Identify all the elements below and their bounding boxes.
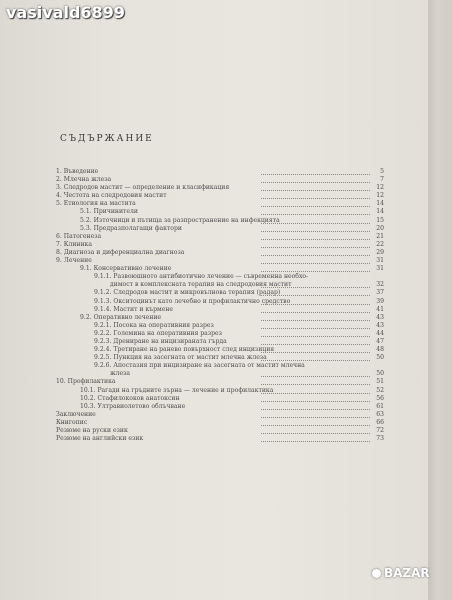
toc-entry-title: Резюме на руски език <box>56 427 128 434</box>
toc-leader-dots <box>261 395 370 402</box>
toc-entry-title: 10.2. Стафилококов анатоксин <box>80 394 180 402</box>
toc-entry <box>56 370 384 378</box>
toc-leader-dots <box>261 427 370 434</box>
toc-leader-dots <box>261 249 370 256</box>
toc-entry <box>56 289 384 297</box>
toc-entry-title: 4. Честота на следродовия мастит <box>56 192 167 200</box>
toc-entry-title: 9.1. Консервативно лечение <box>80 265 172 273</box>
logo-text: BAZAR <box>384 566 430 580</box>
toc-leader-dots <box>261 322 370 329</box>
toc-entry-title: 10. Профилактика <box>56 378 116 386</box>
toc-leader-dots <box>261 184 370 191</box>
toc-page-number: 5 <box>380 168 384 175</box>
toc-entry-title: 5.1. Причинители <box>80 208 138 216</box>
toc-leader-dots <box>261 435 370 442</box>
toc-entry <box>56 338 384 346</box>
toc-page-number: 29 <box>376 248 384 256</box>
toc-entry-title: 9.2.5. Пункция на засегната от мастит млечна жлеза <box>94 354 267 362</box>
toc-entry-title: 9.1.4. Мастит и кърмене <box>94 305 174 313</box>
toc-entry-title: Книгопис <box>56 418 88 426</box>
toc-page-number: 15 <box>376 216 384 224</box>
toc-page-number: 50 <box>376 370 384 378</box>
toc-leader-dots <box>261 192 370 199</box>
toc-entry <box>56 427 384 435</box>
toc-entry-title: димост в комплексната терапия на следродовия мастит <box>110 281 292 289</box>
page-edge <box>428 0 452 600</box>
toc-entry <box>56 168 384 176</box>
toc-page-number: 51 <box>376 378 384 386</box>
page-title: СЪДЪРЖАНИЕ <box>60 134 154 144</box>
toc-page-number: 39 <box>376 297 384 305</box>
toc-page-number: 37 <box>376 289 384 297</box>
toc-leader-dots <box>261 419 370 426</box>
toc-entry-title: 9.1.3. Окситоцинът като лечебно и профилактично средство <box>94 297 291 305</box>
toc-leader-dots <box>261 314 370 321</box>
toc-entry-title: 2. Млечна жлеза <box>56 176 112 184</box>
toc-entry <box>56 192 384 200</box>
toc-entry <box>56 273 384 281</box>
toc-entry <box>56 306 384 314</box>
toc-leader-dots <box>261 403 370 410</box>
toc-leader-dots <box>261 168 370 175</box>
toc-leader-dots <box>261 338 370 345</box>
toc-entry-title: 5. Етиология на мастита <box>56 200 136 208</box>
toc-entry <box>56 362 384 370</box>
toc-page-number: 66 <box>376 418 384 426</box>
toc-entry-title: жлеза <box>110 370 131 378</box>
toc-page-number: 21 <box>376 232 384 240</box>
toc-leader-dots <box>261 411 370 418</box>
toc-entry-title: 9.1.2. Следродов мастит и микровълнова терапия (радар) <box>94 289 281 297</box>
toc-page-number: 41 <box>376 305 384 313</box>
toc-entry <box>56 346 384 354</box>
toc-entry-title: 10.3. Ултравиолетово облъчване <box>80 402 186 410</box>
toc-entry-title: 9.2.1. Посока на оперативния разрез <box>94 321 214 329</box>
toc-entry-title: 9. Лечение <box>56 257 92 265</box>
toc-page-number: 43 <box>376 313 384 321</box>
toc-entry <box>56 387 384 395</box>
toc-page-number: 14 <box>376 200 384 208</box>
toc-entry-title: 9.2.3. Дрениране на инцизираната гърда <box>94 337 227 345</box>
toc-entry <box>56 249 384 257</box>
toc-entry <box>56 208 384 216</box>
toc-entry-title: 5.2. Източници и пътища за разпространение на инфекцията <box>80 216 280 224</box>
toc-page-number: 72 <box>376 427 384 434</box>
toc-entry-title: 9.2.4. Третиране на ранево повърхност след инцизиция <box>94 346 275 354</box>
toc-entry-title: 7. Клиника <box>56 240 92 248</box>
toc-entry-title: Резюме на английски език <box>56 435 144 443</box>
toc-page-number: 12 <box>376 192 384 200</box>
toc-leader-dots <box>261 330 370 337</box>
toc-entry <box>56 419 384 427</box>
toc-leader-dots <box>261 225 370 232</box>
toc-page-number: 48 <box>376 346 384 354</box>
toc-entry <box>56 184 384 192</box>
toc-entry <box>56 330 384 338</box>
toc-entry <box>56 403 384 411</box>
toc-page-number: 52 <box>376 386 384 394</box>
toc-entry <box>56 298 384 306</box>
bazar-logo <box>372 566 430 580</box>
toc-page-number: 50 <box>376 354 384 362</box>
toc-entry <box>56 322 384 330</box>
toc-page-number: 14 <box>376 208 384 216</box>
toc-entry <box>56 354 384 362</box>
toc-entry <box>56 435 384 443</box>
toc-entry <box>56 217 384 225</box>
toc-page-number: 31 <box>376 265 384 273</box>
toc-leader-dots <box>261 281 370 288</box>
toc-entry-title: 9.1.1. Развоюшното антибиотично лечение — съвременна необхо- <box>94 273 309 281</box>
toc-leader-dots <box>261 378 370 385</box>
toc-page-number: 44 <box>376 329 384 337</box>
table-of-contents <box>56 168 384 443</box>
toc-leader-dots <box>261 257 370 264</box>
toc-entry-title: 10.1. Рагади на гръдните зърна — лечение и профилактика <box>80 386 274 394</box>
toc-leader-dots <box>261 265 370 272</box>
toc-entry <box>56 176 384 184</box>
toc-entry-title: 3. Следродов мастит — определение и класификация <box>56 184 230 192</box>
toc-page-number: 20 <box>376 224 384 232</box>
toc-leader-dots <box>261 200 370 207</box>
toc-entry <box>56 200 384 208</box>
toc-page-number: 22 <box>376 240 384 248</box>
toc-entry-title: 6. Патогенеза <box>56 232 102 240</box>
toc-entry-title: 1. Въведение <box>56 168 99 175</box>
toc-entry-title: 9.2.2. Големина на оперативния разрез <box>94 329 222 337</box>
toc-leader-dots <box>261 289 370 296</box>
toc-page-number: 47 <box>376 337 384 345</box>
toc-entry <box>56 395 384 403</box>
toc-leader-dots <box>261 306 370 313</box>
toc-entry <box>56 241 384 249</box>
toc-page-number: 31 <box>376 257 384 265</box>
toc-page-number: 7 <box>380 176 384 184</box>
toc-page-number: 12 <box>376 184 384 192</box>
toc-leader-dots <box>261 370 370 377</box>
toc-leader-dots <box>261 176 370 183</box>
toc-entry <box>56 265 384 273</box>
toc-entry <box>56 378 384 386</box>
toc-entry-title: 8. Диагноза и диференциална диагноза <box>56 248 185 256</box>
toc-page-number: 63 <box>376 410 384 418</box>
toc-page-number: 73 <box>376 435 384 443</box>
toc-page-number: 43 <box>376 321 384 329</box>
toc-entry-title: 9.2. Оперативно лечение <box>80 313 162 321</box>
toc-leader-dots <box>261 354 370 361</box>
toc-entry <box>56 281 384 289</box>
toc-entry-title: Заключение <box>56 410 96 418</box>
logo-mark-icon <box>372 569 381 578</box>
toc-entry-title: 9.2.6. Апостазия при инцизиране на засегната от мастит млечна <box>94 362 305 370</box>
toc-leader-dots <box>261 208 370 215</box>
toc-page-number: 56 <box>376 394 384 402</box>
toc-leader-dots <box>261 217 370 224</box>
toc-leader-dots <box>261 241 370 248</box>
toc-entry-title: 5.3. Предразполагащи фактори <box>80 224 182 232</box>
toc-entry <box>56 314 384 322</box>
toc-page-number: 61 <box>376 402 384 410</box>
toc-entry <box>56 233 384 241</box>
toc-entry <box>56 411 384 419</box>
toc-leader-dots <box>261 233 370 240</box>
toc-page-number: 32 <box>376 281 384 289</box>
seller-watermark: vasivald6899 <box>6 3 125 22</box>
toc-entry <box>56 257 384 265</box>
toc-leader-dots <box>261 298 370 305</box>
toc-leader-dots <box>261 387 370 394</box>
toc-entry <box>56 225 384 233</box>
toc-leader-dots <box>261 346 370 353</box>
